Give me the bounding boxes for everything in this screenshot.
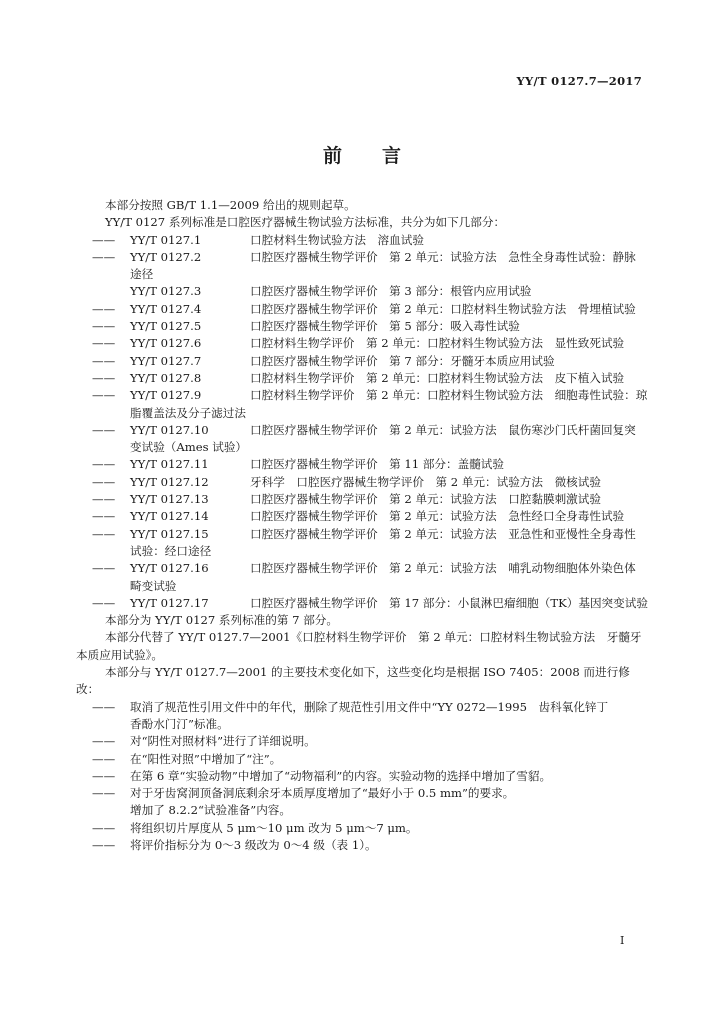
change-text: 在第 6 章“实验动物”中增加了“动物福利”的内容。实验动物的选择中增加了雪貂。 (130, 768, 552, 783)
part-list-item (76, 422, 648, 439)
part-list-item (76, 318, 648, 335)
list-dash: —— (92, 249, 116, 264)
part-reference: YY/T 0127.17 (130, 595, 209, 610)
list-dash: —— (92, 370, 116, 385)
part-reference: YY/T 0127.3 (130, 284, 202, 299)
list-dash: —— (92, 561, 116, 576)
change-text: 对于牙齿窝洞顶备洞底剩余牙本质厚度增加了“最好小于 0.5 mm”的要求。 (130, 786, 515, 801)
part-reference: YY/T 0127.14 (130, 509, 209, 524)
list-dash: —— (92, 509, 116, 524)
part-title-continuation: 畸变试验 (130, 578, 177, 593)
part-title-continuation: 试验：经口途径 (130, 543, 212, 558)
part-list-item (76, 335, 648, 352)
page-number: I (620, 934, 625, 947)
list-dash: —— (92, 336, 116, 351)
changes-list (76, 699, 648, 855)
change-list-item (76, 802, 648, 819)
part-title: 口腔医疗器械生物学评价 第 5 部分：吸入毒性试验 (250, 319, 520, 334)
part-reference: YY/T 0127.10 (130, 422, 209, 437)
list-dash: —— (92, 526, 116, 541)
list-dash: —— (92, 768, 116, 783)
part-title: 口腔医疗器械生物学评价 第 3 部分：根管内应用试验 (250, 284, 532, 299)
part-title: 口腔医疗器械生物学评价 第 2 单元：试验方法 哺乳动物细胞体外染色体 (250, 561, 636, 576)
list-dash: —— (92, 820, 116, 835)
part-title: 口腔医疗器械生物学评价 第 2 单元：口腔材料生物试验方法 骨埋植试验 (250, 301, 636, 316)
list-dash: —— (92, 319, 116, 334)
part-title-continuation: 脂覆盖法及分子滤过法 (130, 405, 246, 420)
part-title: 牙科学 口腔医疗器械生物学评价 第 2 单元：试验方法 微核试验 (250, 474, 601, 489)
part-reference: YY/T 0127.12 (130, 474, 209, 489)
part-title: 口腔材料生物学评价 第 2 单元：口腔材料生物试验方法 显性致死试验 (250, 336, 625, 351)
list-dash: —— (92, 595, 116, 610)
changes-intro-paragraph: 本部分与 YY/T 0127.7—2001 的主要技术变化如下，这些变化均是根据 ISO 7405：2008 而进行修改： (76, 665, 630, 697)
change-text: 对“阴性对照材料”进行了详细说明。 (130, 734, 316, 749)
list-dash: —— (92, 301, 116, 316)
part-list-item (76, 456, 648, 473)
part-list-item (76, 560, 648, 577)
part-reference: YY/T 0127.1 (130, 232, 202, 247)
change-text-continuation: 香酚水门汀”标准。 (130, 716, 229, 731)
replace-paragraph: 本部分代替了 YY/T 0127.7—2001《口腔材料生物学评价 第 2 单元：口腔材料生物试验方法 牙髓牙本质应用试验》。 (76, 630, 642, 662)
part-reference: YY/T 0127.13 (130, 492, 209, 507)
part-reference: YY/T 0127.4 (130, 301, 202, 316)
part-title: 口腔医疗器械生物学评价 第 7 部分：牙髓牙本质应用试验 (250, 353, 555, 368)
list-dash: —— (92, 457, 116, 472)
part-reference: YY/T 0127.8 (130, 370, 202, 385)
change-list-item (76, 837, 648, 854)
part-title: 口腔医疗器械生物学评价 第 2 单元：试验方法 急性经口全身毒性试验 (250, 509, 625, 524)
part-title-continuation: 变试验（Ames 试验） (130, 440, 248, 455)
part-reference: YY/T 0127.16 (130, 561, 209, 576)
part-title: 口腔医疗器械生物学评价 第 2 单元：试验方法 亚急性和亚慢性全身毒性 (250, 526, 636, 541)
list-dash: —— (92, 353, 116, 368)
list-dash: —— (92, 232, 116, 247)
change-list-item (76, 820, 648, 837)
part-title: 口腔材料生物学评价 第 2 单元：口腔材料生物试验方法 皮下植入试验 (250, 370, 625, 385)
change-list-item (76, 751, 648, 768)
document-body (76, 197, 648, 854)
part-list-item (76, 283, 648, 300)
standard-code: YY/T 0127.7—2017 (516, 74, 642, 88)
part-list-item (76, 370, 648, 387)
list-dash: —— (92, 474, 116, 489)
change-text: 增加了 8.2.2“试验准备”内容。 (130, 803, 291, 818)
part-list-item (76, 526, 648, 543)
list-dash: —— (92, 492, 116, 507)
part-list-item (76, 249, 648, 266)
part-reference: YY/T 0127.6 (130, 336, 202, 351)
change-list-item (76, 768, 648, 785)
change-list-item (76, 785, 648, 802)
part-title: 口腔材料生物试验方法 溶血试验 (250, 232, 424, 247)
list-dash: —— (92, 388, 116, 403)
page-title: 前言 (322, 145, 441, 167)
parts-list (76, 232, 648, 613)
part-title-continuation: 途径 (130, 267, 154, 282)
part-list-item (76, 595, 648, 612)
change-text: 将组织切片厚度从 5 μm～10 μm 改为 5 μm～7 μm。 (130, 820, 418, 835)
list-dash: —— (92, 422, 116, 437)
part-title: 口腔医疗器械生物学评价 第 17 部分：小鼠淋巴瘤细胞（TK）基因突变试验 (250, 595, 648, 610)
part-title: 口腔医疗器械生物学评价 第 2 单元：试验方法 鼠伤寒沙门氏杆菌回复突 (250, 422, 636, 437)
part-reference: YY/T 0127.15 (130, 526, 209, 541)
part7-paragraph: 本部分为 YY/T 0127 系列标准的第 7 部分。 (105, 613, 338, 628)
change-text: 在“阳性对照”中增加了“注”。 (130, 751, 282, 766)
list-dash: —— (92, 837, 116, 852)
intro-paragraph: 本部分按照 GB/T 1.1—2009 给出的规则起草。 (105, 198, 356, 212)
list-dash: —— (92, 734, 116, 749)
part-list-item (76, 508, 648, 525)
list-dash: —— (92, 786, 116, 801)
part-reference: YY/T 0127.5 (130, 319, 202, 334)
part-list-item (76, 387, 648, 404)
change-text: 将评价指标分为 0～3 级改为 0～4 级（表 1）。 (130, 837, 377, 852)
part-title: 口腔材料生物学评价 第 2 单元：口腔材料生物试验方法 细胞毒性试验：琼 (250, 388, 648, 403)
part-list-item (76, 474, 648, 491)
part-list-item (76, 353, 648, 370)
part-reference: YY/T 0127.11 (130, 457, 209, 472)
part-reference: YY/T 0127.9 (130, 388, 202, 403)
part-title: 口腔医疗器械生物学评价 第 11 部分：盖髓试验 (250, 457, 504, 472)
intro-paragraph: YY/T 0127 系列标准是口腔医疗器械生物试验方法标准，共分为如下几部分： (105, 215, 506, 230)
part-title: 口腔医疗器械生物学评价 第 2 单元：试验方法 口腔黏膜刺激试验 (250, 492, 601, 507)
list-dash: —— (92, 751, 116, 766)
part-reference: YY/T 0127.7 (130, 353, 202, 368)
change-list-item (76, 733, 648, 750)
part-list-item (76, 232, 648, 249)
part-reference: YY/T 0127.2 (130, 249, 202, 264)
part-list-item (76, 491, 648, 508)
change-text: 取消了规范性引用文件中的年代，删除了规范性引用文件中“YY 0272—1995 齿科氧化锌丁 (130, 699, 609, 714)
list-dash: —— (92, 699, 116, 714)
change-list-item (76, 699, 648, 716)
part-title: 口腔医疗器械生物学评价 第 2 单元：试验方法 急性全身毒性试验：静脉 (250, 249, 636, 264)
part-list-item (76, 301, 648, 318)
